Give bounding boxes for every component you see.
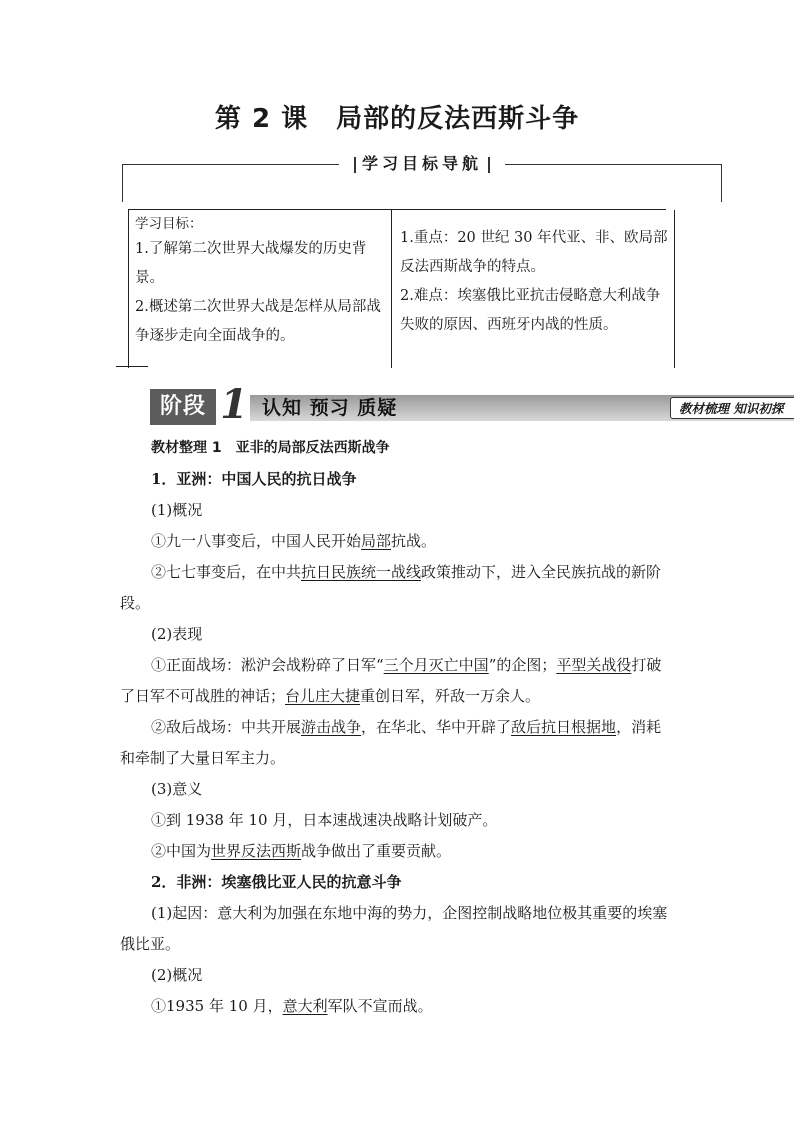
underlined-term: 意大利	[282, 997, 328, 1015]
paragraph	[120, 526, 676, 557]
objectives-left	[128, 210, 392, 368]
heading-africa: 2．非洲：埃塞俄比亚人民的抗意斗争	[151, 873, 402, 891]
text: ①九一八事变后，中国人民开始	[151, 532, 362, 550]
text: 打破了日军不可战胜的神话；	[120, 656, 662, 705]
nav-label	[339, 151, 505, 174]
underlined-term: 抗日民族统一战线	[301, 563, 422, 581]
paragraph	[120, 991, 676, 1022]
stage-title: 认知 预习 质疑	[262, 397, 398, 419]
stage-number: 1	[220, 381, 248, 428]
subheading: (1)概况	[151, 501, 203, 519]
paragraph	[120, 836, 676, 867]
objectives-heading: 学习目标：	[135, 216, 203, 232]
page-title	[0, 98, 794, 135]
text: 军队不宣而战。	[327, 997, 433, 1015]
text: ”的企图；	[488, 656, 557, 674]
objectives-right	[392, 210, 675, 368]
text: 战争做出了重要贡献。	[301, 842, 452, 860]
text: 抗战。	[391, 532, 437, 550]
nav-label-text: 学习目标导航	[361, 154, 482, 173]
frame-line-left	[122, 164, 339, 165]
text: 政策推动下，进入全民族抗战的新阶段。	[120, 563, 662, 612]
table-bottom-tick	[116, 366, 148, 367]
section-title: 教材整理 1 亚非的局部反法西斯战争	[151, 440, 390, 456]
text: ①正面战场：淞沪会战粉碎了日军“	[151, 656, 384, 674]
objectives-nav-frame	[122, 154, 722, 204]
text: ，在华北、华中开辟了	[361, 718, 512, 736]
lesson-name: 局部的反法西斯斗争	[336, 104, 580, 134]
underlined-term: 游击战争	[301, 718, 362, 736]
frame-edge-right	[721, 164, 722, 202]
stage-tag: 教材梳理 知识初探	[670, 397, 794, 419]
underlined-term: 世界反法西斯	[211, 842, 302, 860]
stage-banner	[150, 381, 794, 428]
objective-item: 2.概述第二次世界大战是怎样从局部战争逐步走向全面战争的。	[135, 299, 381, 344]
stage-label: 阶段	[150, 389, 216, 425]
paragraph: ①到 1938 年 10 月，日本速战速决战略计划破产。	[151, 811, 498, 829]
paragraph	[120, 557, 676, 619]
lesson-body	[120, 433, 676, 1022]
lesson-number: 第 2 课	[214, 104, 309, 134]
heading-asia: 1．亚洲：中国人民的抗日战争	[151, 470, 357, 488]
underlined-term: 三个月灭亡中国	[383, 656, 489, 674]
difficult-point: 2.难点：埃塞俄比亚抗击侵略意大利战争失败的原因、西班牙内战的性质。	[400, 288, 661, 333]
underlined-term: 台儿庄大捷	[285, 687, 361, 705]
text: ②七七事变后，在中共	[151, 563, 302, 581]
underlined-term: 局部	[361, 532, 392, 550]
subheading: (3)意义	[151, 780, 203, 798]
objective-item: 1.了解第二次世界大战爆发的历史背景。	[135, 241, 367, 286]
subheading: (2)表现	[151, 625, 203, 643]
key-point: 1.重点：20 世纪 30 年代亚、非、欧局部反法西斯战争的特点。	[400, 230, 668, 275]
paragraph	[120, 712, 676, 774]
text: ②敌后战场：中共开展	[151, 718, 302, 736]
text: 重创日军，歼敌一万余人。	[360, 687, 541, 705]
frame-edge-left	[122, 164, 123, 202]
underlined-term: 平型关战役	[556, 656, 632, 674]
paragraph	[120, 650, 676, 712]
paragraph: (1)起因：意大利为加强在东地中海的势力，企图控制战略地位极其重要的埃塞俄比亚。	[120, 904, 668, 953]
text: ①1935 年 10 月，	[151, 997, 283, 1015]
underlined-term: 敌后抗日根据地	[511, 718, 617, 736]
text: ②中国为	[151, 842, 212, 860]
subheading: (2)概况	[151, 966, 203, 984]
frame-line-right	[505, 164, 722, 165]
objectives-table	[128, 209, 666, 368]
text: ，消耗和牵制了大量日军主力。	[120, 718, 662, 767]
